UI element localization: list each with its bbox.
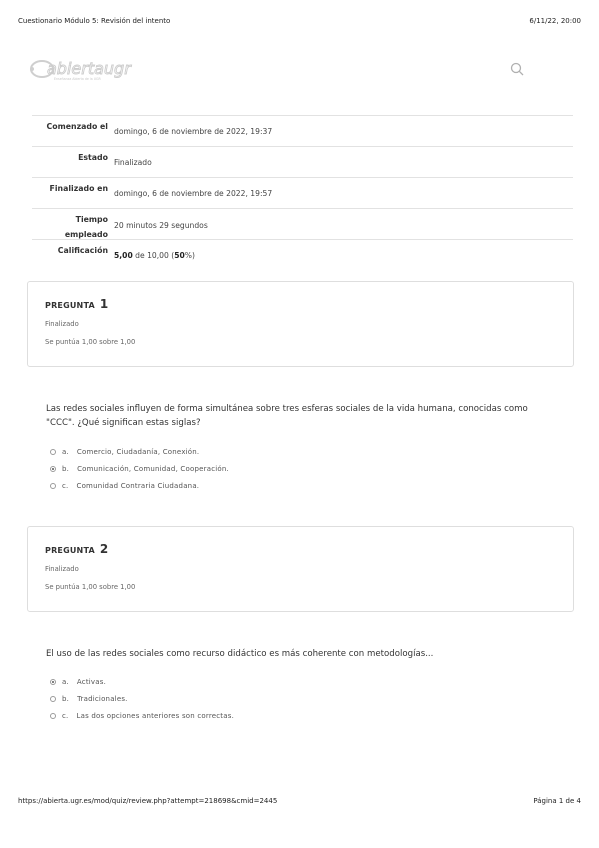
answer-option[interactable] (50, 673, 234, 690)
question-label: PREGUNTA (45, 546, 95, 555)
print-datetime: 6/11/22, 20:00 (529, 17, 581, 25)
summary-label: Estado (78, 153, 108, 162)
option-text: Activas. (76, 677, 107, 686)
option-text: Comunidad Contraria Ciudadana. (76, 481, 200, 490)
summary-row-finished (32, 178, 573, 209)
answer-option[interactable] (50, 690, 234, 707)
summary-value: domingo, 6 de noviembre de 2022, 19:37 (114, 127, 273, 136)
print-header (18, 17, 581, 25)
site-logo[interactable] (28, 58, 146, 82)
question-state: Finalizado (45, 565, 79, 573)
option-text: Comunicación, Comunidad, Cooperación. (77, 464, 229, 473)
answer-option[interactable] (50, 707, 234, 724)
question-title (45, 297, 108, 311)
question-label: PREGUNTA (45, 301, 95, 310)
option-letter: c. (62, 711, 69, 720)
print-footer (18, 797, 581, 805)
radio-button[interactable] (50, 483, 56, 489)
summary-row-time-taken (32, 209, 573, 240)
radio-button[interactable] (50, 696, 56, 702)
svg-text:abiertaugr: abiertaugr (47, 59, 131, 78)
summary-value: domingo, 6 de noviembre de 2022, 19:57 (114, 189, 273, 198)
option-text: Las dos opciones anteriores son correctas. (76, 711, 235, 720)
svg-text:Enseñanza Abierta de la UGR: Enseñanza Abierta de la UGR (54, 77, 101, 81)
question-info-box-2 (27, 526, 574, 612)
summary-value-grade (108, 240, 195, 270)
option-letter: b. (62, 694, 70, 703)
question-text-1: Las redes sociales influyen de forma simultánea sobre tres esferas sociales de la vida humana, conocidas como "CCC". ¿Qué significan estas siglas? (46, 404, 528, 428)
answer-options-2 (50, 673, 234, 724)
option-letter: a. (62, 677, 69, 686)
summary-label: Tiempo empleado (64, 215, 108, 239)
option-letter: a. (62, 447, 69, 456)
summary-value: 20 minutos 29 segundos (114, 221, 208, 230)
grade-close: %) (184, 251, 195, 260)
print-page-number: Página 1 de 4 (533, 797, 581, 805)
attempt-summary-table (32, 115, 573, 270)
question-state: Finalizado (45, 320, 79, 328)
print-page-title: Cuestionario Módulo 5: Revisión del intento (18, 17, 171, 25)
radio-button-checked[interactable] (50, 679, 56, 685)
search-icon[interactable] (510, 62, 524, 76)
question-number: 1 (99, 297, 109, 311)
radio-button[interactable] (50, 713, 56, 719)
option-letter: b. (62, 464, 70, 473)
grade-of: de 10,00 ( (132, 251, 175, 260)
summary-value: Finalizado (114, 158, 152, 167)
question-title (45, 542, 108, 556)
question-mark: Se puntúa 1,00 sobre 1,00 (45, 338, 136, 346)
question-text-2: El uso de las redes sociales como recurso didáctico es más coherente con metodologías... (46, 649, 434, 659)
radio-button[interactable] (50, 449, 56, 455)
summary-row-grade (32, 240, 573, 270)
answer-option[interactable] (50, 477, 229, 494)
question-info-box-1 (27, 281, 574, 367)
grade-value: 5,00 (114, 251, 133, 260)
radio-button-checked[interactable] (50, 466, 56, 472)
question-number: 2 (99, 542, 109, 556)
option-text: Tradicionales. (77, 694, 128, 703)
answer-option[interactable] (50, 460, 229, 477)
summary-row-started (32, 116, 573, 147)
option-text: Comercio, Ciudadanía, Conexión. (76, 447, 200, 456)
summary-label: Calificación (57, 246, 108, 255)
option-letter: c. (62, 481, 69, 490)
answer-option[interactable] (50, 443, 229, 460)
question-mark: Se puntúa 1,00 sobre 1,00 (45, 583, 136, 591)
grade-percent: 50 (174, 251, 185, 260)
answer-options-1 (50, 443, 229, 494)
summary-label: Comenzado el (46, 122, 108, 131)
print-url: https://abierta.ugr.es/mod/quiz/review.php?attempt=218698&cmid=2445 (18, 797, 278, 805)
summary-label: Finalizado en (49, 184, 108, 193)
summary-row-state (32, 147, 573, 178)
